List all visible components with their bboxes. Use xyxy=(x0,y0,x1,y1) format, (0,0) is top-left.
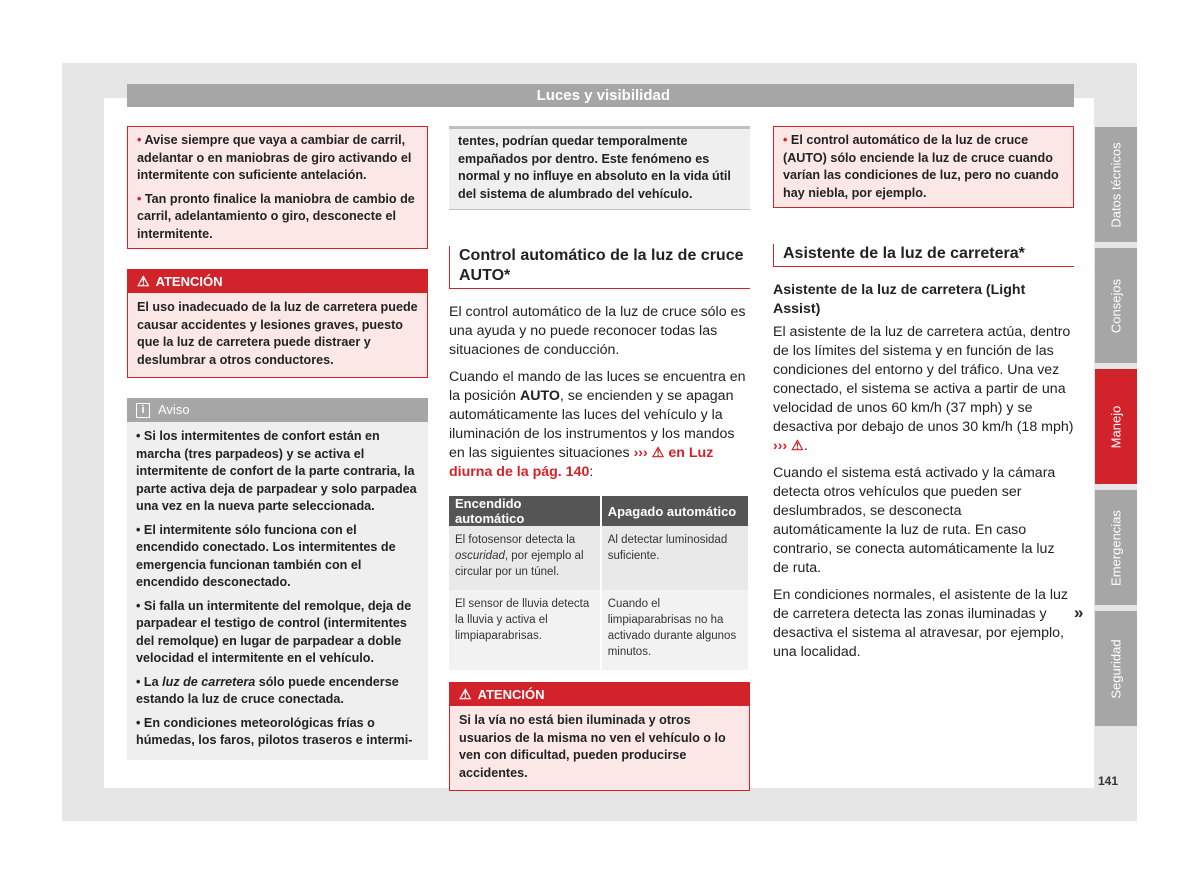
note-body xyxy=(127,422,428,760)
column-3 xyxy=(773,126,1074,670)
table-cell: El sensor de lluvia detecta la lluvia y activa el limpiaparabrisas. xyxy=(449,590,600,670)
note-header: i Aviso xyxy=(127,398,428,422)
table-header: Encendido automático xyxy=(449,496,600,526)
note-continuation: tentes, podrían quedar temporalmente empañados por dentro. Este fenómeno es normal y no influye en absoluto en la vida útil del sistema de alumbrado del vehículo. xyxy=(449,126,750,210)
continue-marker: » xyxy=(1074,603,1084,622)
column-2 xyxy=(449,126,750,791)
paragraph: El asistente de la luz de carretera actúa, dentro de los límites del sistema y en función de las condiciones del entorno y del tráfico. Una vez conectado, el sistema se activa a partir de una velocidad de unos 60 km/h (37 mph) y se desactiva por debajo de unos 30 km/h (18 mph) ››› ⚠. xyxy=(773,324,1074,454)
table-cell: Cuando el limpiaparabrisas no ha activado durante algunos minutos. xyxy=(602,590,748,670)
warning-box xyxy=(773,126,1074,208)
table-cell: Al detectar luminosidad suficiente. xyxy=(602,526,748,590)
warning-box xyxy=(127,126,428,249)
warning-triangle-icon: ⚠ xyxy=(651,445,665,461)
warning-item: • Tan pronto finalice la maniobra de cambio de carril, adelantamiento o giro, desconecte el intermitente. xyxy=(137,191,415,241)
paragraph: Cuando el sistema está activado y la cámara detecta otros vehículos que pueden ser deslumbrados, se desconecta automáticamente la luz de ruta. En caso contrario, se conecta automáticamente la luz de ruta. xyxy=(773,465,1056,576)
paragraph: En condiciones normales, el asistente de la luz de carretera detecta las zonas iluminadas y desactiva el sistema al atravesar, por ejemplo, una localidad. xyxy=(773,587,1068,660)
bullet-icon: • xyxy=(137,191,145,206)
subheading: Asistente de la luz de carretera (Light Assist) xyxy=(773,282,1026,317)
info-icon: i xyxy=(136,403,150,418)
note-item: • La luz de carretera sólo puede encenderse estando la luz de cruce conectada. xyxy=(136,674,399,706)
section-heading: Control automático de la luz de cruce AUTO* xyxy=(449,246,750,289)
warning-item: • Avise siempre que vaya a cambiar de carril, adelantar o en maniobras de giro activando el intermitente con suficiente antelación. xyxy=(137,133,412,182)
arrows-icon: ››› xyxy=(773,438,788,454)
section-header: Luces y visibilidad xyxy=(127,84,1074,107)
tab-consejos[interactable]: Consejos xyxy=(1095,248,1137,363)
attention-body: Si la vía no está bien iluminada y otros usuarios de la misma no ven el vehículo o lo ven con dificultad, pueden producirse accidentes. xyxy=(449,706,750,791)
page-link[interactable]: en Luz diurna de la pág. 140 xyxy=(449,445,714,480)
arrows-icon: ››› xyxy=(633,445,648,461)
warning-triangle-icon: ⚠ xyxy=(137,273,150,289)
tab-manejo[interactable]: Manejo xyxy=(1095,369,1137,484)
table-cell: El fotosensor detecta la oscuridad, por ejemplo al circular por un túnel. xyxy=(449,526,600,590)
page-number: 141 xyxy=(1098,774,1119,788)
bullet-icon: • xyxy=(783,133,791,147)
note-item: • En condiciones meteorológicas frías o húmedas, los faros, pilotos traseros e intermi- xyxy=(136,715,413,747)
table-header: Apagado automático xyxy=(602,496,748,526)
warning-item: • El control automático de la luz de cruce (AUTO) sólo enciende la luz de cruce cuando varían las condiciones de luz, pero no cuando hay niebla, por ejemplo. xyxy=(783,133,1059,200)
paragraph: El control automático de la luz de cruce sólo es una ayuda y no puede reconocer todas las situaciones de conducción. xyxy=(449,304,746,358)
note-item: • Si falla un intermitente del remolque, deja de parpadear el testigo de control (intermitentes del remolque) en lugar de parpadear a doble velocidad el intermitente en el vehículo. xyxy=(136,598,412,665)
table-row xyxy=(449,590,748,670)
auto-light-table xyxy=(447,496,750,670)
warning-triangle-icon: ⚠ xyxy=(791,438,804,454)
paragraph: Cuando el mando de las luces se encuentra en la posición AUTO, se encienden y se apagan automáticamente las luces del vehículo y la iluminación de los instrumentos y los mandos en las siguientes situaciones ››› ⚠ en Luz diurna de la pág. 140: xyxy=(449,369,746,480)
tab-seguridad[interactable]: Seguridad xyxy=(1095,611,1137,726)
note-item: • Si los intermitentes de confort están en marcha (tres parpadeos) y se activa el intermitente de confort de la parte contraria, la parte activa deja de parpadear y solo parpadea una vez en la nueva parte seleccionada. xyxy=(136,429,417,513)
bullet-icon: • xyxy=(137,133,145,147)
table-row xyxy=(449,526,748,590)
tab-emergencias[interactable]: Emergencias xyxy=(1095,490,1137,605)
section-heading: Asistente de la luz de carretera* xyxy=(773,244,1074,267)
attention-body: El uso inadecuado de la luz de carretera puede causar accidentes y lesiones graves, puesto que la luz de carretera puede distraer y deslumbrar a otros conductores. xyxy=(127,293,428,378)
tab-datos-tecnicos[interactable]: Datos técnicos xyxy=(1095,127,1137,242)
attention-header: ⚠ ATENCIÓN xyxy=(449,682,750,706)
warning-triangle-icon: ⚠ xyxy=(459,686,472,702)
attention-header: ⚠ ATENCIÓN xyxy=(127,269,428,293)
column-1 xyxy=(127,126,428,760)
note-item: • El intermitente sólo funciona con el encendido conectado. Los intermitentes de emergencia funcionan también con el encendido desconectado. xyxy=(136,522,396,589)
